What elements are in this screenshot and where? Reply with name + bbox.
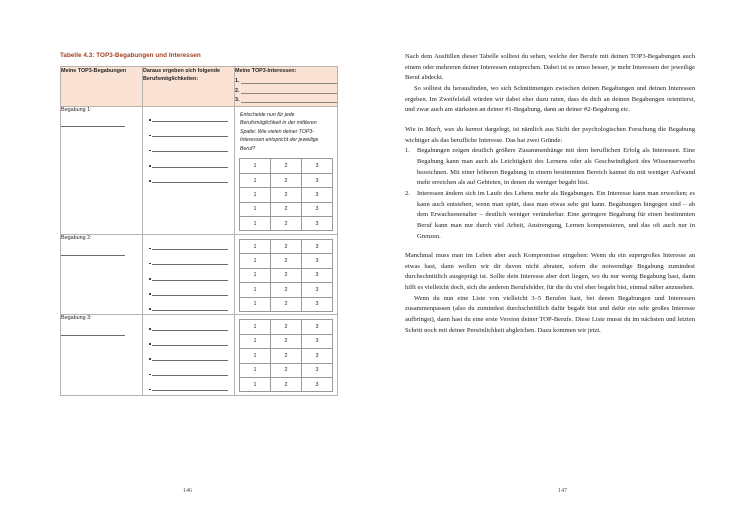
rating-row xyxy=(240,349,333,363)
bullet-dot-icon xyxy=(149,165,151,167)
list-item[interactable] xyxy=(143,331,234,346)
paragraph-1: Nach dem Ausfüllen dieser Tabelle solltest du sehen, welche der Berufe mit deinen TOP3-Begabungen auch einem oder mehreren deiner Interessen entsprechen. Dabei ist es umso besser, je mehr Interessen der jeweilige Beruf abdeckt. xyxy=(405,53,695,82)
rating-option-2[interactable]: 2 xyxy=(271,283,302,297)
list-marker-1: 1. xyxy=(405,147,410,155)
rating-option-3[interactable]: 3 xyxy=(302,254,333,268)
bullet-dot-icon xyxy=(149,263,151,265)
rating-row xyxy=(240,283,333,297)
rating-row xyxy=(240,268,333,282)
career-cell-2[interactable] xyxy=(143,234,235,314)
rating-option-3[interactable]: 3 xyxy=(302,239,333,253)
rating-row xyxy=(240,334,333,348)
rating-option-2[interactable]: 2 xyxy=(271,268,302,282)
interest-writing-line-1[interactable] xyxy=(241,77,338,84)
rating-option-3[interactable]: 3 xyxy=(302,283,333,297)
rating-option-1[interactable]: 1 xyxy=(240,254,271,268)
header-label-interests: Meine TOP3-Interessen: xyxy=(235,68,297,74)
list-item[interactable] xyxy=(143,235,234,250)
rating-option-1[interactable]: 1 xyxy=(240,363,271,377)
rating-option-3[interactable]: 3 xyxy=(302,297,333,311)
talent-label-1: Begabung 1: xyxy=(61,106,92,113)
rating-row xyxy=(240,320,333,334)
list-item[interactable] xyxy=(143,296,234,311)
talent-writing-line-1[interactable] xyxy=(61,125,125,127)
rating-option-3[interactable]: 3 xyxy=(302,334,333,348)
bullet-dot-icon xyxy=(149,278,151,280)
body-text-column xyxy=(405,52,695,336)
career-bullet-list-1 xyxy=(143,107,234,183)
rating-row xyxy=(240,217,333,231)
career-cell-1[interactable] xyxy=(143,106,235,234)
table-row xyxy=(61,234,338,314)
rating-row xyxy=(240,173,333,187)
list-item[interactable] xyxy=(143,137,234,152)
reasons-list xyxy=(405,146,695,242)
rating-option-1[interactable]: 1 xyxy=(240,283,271,297)
interests-fill-in-list xyxy=(235,77,337,103)
list-item[interactable] xyxy=(143,315,234,330)
table-row xyxy=(61,106,338,234)
rating-option-2[interactable]: 2 xyxy=(271,349,302,363)
talent-writing-line-3[interactable] xyxy=(61,334,125,336)
rating-row xyxy=(240,363,333,377)
rating-option-3[interactable]: 3 xyxy=(302,173,333,187)
bullet-dot-icon xyxy=(149,328,151,330)
rating-row xyxy=(240,188,333,202)
rating-option-1[interactable]: 1 xyxy=(240,320,271,334)
rating-option-1[interactable]: 1 xyxy=(240,239,271,253)
rating-option-3[interactable]: 3 xyxy=(302,349,333,363)
header-label-careers: Daraus ergeben sich folgende Berufsmöglichkeiten: xyxy=(143,68,220,83)
paragraph-3-intro xyxy=(405,125,695,146)
rating-option-3[interactable]: 3 xyxy=(302,217,333,231)
bullet-dot-icon xyxy=(149,308,151,310)
talent-cell-3[interactable] xyxy=(61,315,143,395)
list-item[interactable] xyxy=(143,107,234,122)
rating-option-2[interactable]: 2 xyxy=(271,188,302,202)
interest-writing-line-2[interactable] xyxy=(241,87,338,94)
header-cell-careers xyxy=(143,67,235,107)
rating-option-1[interactable]: 1 xyxy=(240,188,271,202)
page-number-right: 147 xyxy=(557,487,568,494)
paragraph-5: Wenn du nun eine Liste von vielleicht 3–5 Berufen hast, bei denen Begabungen und Interessen zusammenpassen (also du zumindest durchschnittlich dafür begabt bist und dafür ein sehr großes Interesse aufbringst), dann hast du eine erste Version deiner TOP-Berufe. Diese Liste musst du im nächsten und letzten Schritt noch mit deiner Persönlichkeit abgleichen. Dazu kommen wir jetzt. xyxy=(405,294,695,334)
talent-writing-line-2[interactable] xyxy=(61,254,125,256)
rating-option-3[interactable]: 3 xyxy=(302,268,333,282)
rating-grid-3 xyxy=(239,319,333,392)
rating-option-1[interactable]: 1 xyxy=(240,297,271,311)
interest-entry-3[interactable] xyxy=(235,96,337,103)
header-cell-interests xyxy=(235,67,338,107)
rating-option-1[interactable]: 1 xyxy=(240,268,271,282)
rating-option-1[interactable]: 1 xyxy=(240,349,271,363)
interest-number-2: 2. xyxy=(235,87,240,94)
rating-option-2[interactable]: 2 xyxy=(271,320,302,334)
list-item[interactable] xyxy=(143,152,234,167)
talent-label-3: Begabung 3: xyxy=(61,315,92,322)
table-caption: Tabelle 4.3: TOP3-Begabungen und Interessen xyxy=(60,52,201,59)
header-label-talents: Meine TOP3-Begabungen xyxy=(61,68,127,74)
rating-cell-1 xyxy=(235,106,338,234)
rating-option-3[interactable]: 3 xyxy=(302,363,333,377)
rating-grid-wrapper-2 xyxy=(235,235,337,314)
rating-option-1[interactable]: 1 xyxy=(240,202,271,216)
rating-option-1[interactable]: 1 xyxy=(240,159,271,173)
bullet-dot-icon xyxy=(149,135,151,137)
rating-grid-wrapper-1 xyxy=(235,157,337,234)
interest-writing-line-3[interactable] xyxy=(241,96,338,103)
interest-entry-2[interactable] xyxy=(235,87,337,94)
instruction-note: Entscheide nun für jede Berufsmöglichkeit in der mittleren Spalte: Wie vielen deiner TOP3-Interessen entspricht der jeweilige Beruf? xyxy=(240,111,319,152)
list-text-2: Interessen ändern sich im Laufe des Lebens mehr als Begabungen. Ein Interesse kann man erwecken; es kann auch entstehen, wenn man spürt, dass man etwas sehr gut kann. Begabungen hingegen sind – ab dem Erwachsenenalter – deutlich weniger veränderbar. Eine geringere Begabung für einen bestimmten Beruf kann man nur durch viel Arbeit, Anstrengung, Lernen kompensieren, und das oft auch nur in Grenzen. xyxy=(417,189,695,240)
paragraph-2: So solltest du herausfinden, wo sich Schnittmengen zwischen deinen Begabungen und deinen Interessen ergeben. Im Zweifelsfall würden wir dabei eher dazu raten, dass du dich an deinen Begabungen orientierst, und zwar auch am stärksten an deiner #1-Begabung, dann an deiner #2-Begabung etc. xyxy=(405,84,695,114)
list-item[interactable] xyxy=(143,265,234,280)
rating-row xyxy=(240,239,333,253)
bullet-dot-icon xyxy=(149,343,151,345)
list-item[interactable] xyxy=(143,376,234,391)
rating-grid-wrapper-3 xyxy=(235,315,337,394)
rating-option-1[interactable]: 1 xyxy=(240,377,271,391)
list-item[interactable] xyxy=(143,361,234,376)
rating-option-3[interactable]: 3 xyxy=(302,202,333,216)
paragraph-4: Manchmal muss man im Leben aber auch Kompromisse eingehen: Wenn du ein supergroßes Interesse an etwas hast, dann wollen wir dir davon nicht abraten, sofern die notwendige Begabung zumindest durchschnittlich ausgeprägt ist. Sollte dein Interesse aber dort liegen, wo du nur wenig Begabung hast, dann hilft es vielleicht doch, sich die anderen Berufsfelder, für die du viel eher begabt bist, einmal näher anzusehen. xyxy=(405,252,695,292)
page-number-left: 146 xyxy=(182,487,193,494)
list-marker-2: 2. xyxy=(405,189,410,197)
book-title-italic: Mach, was du kannst xyxy=(425,125,483,133)
rating-grid-1 xyxy=(239,158,333,231)
rating-option-2[interactable]: 2 xyxy=(271,377,302,391)
list-item xyxy=(405,189,695,242)
table-row xyxy=(61,315,338,395)
career-writing-line[interactable] xyxy=(152,389,228,391)
rating-option-3[interactable]: 3 xyxy=(302,159,333,173)
career-cell-3[interactable] xyxy=(143,315,235,395)
rating-row xyxy=(240,159,333,173)
list-item[interactable] xyxy=(143,346,234,361)
rating-cell-2 xyxy=(235,234,338,314)
bullet-dot-icon xyxy=(149,374,151,376)
rating-row xyxy=(240,254,333,268)
rating-option-1[interactable]: 1 xyxy=(240,173,271,187)
bullet-dot-icon xyxy=(149,248,151,250)
rating-option-2[interactable]: 2 xyxy=(271,202,302,216)
rating-option-2[interactable]: 2 xyxy=(271,254,302,268)
list-item[interactable] xyxy=(143,281,234,296)
rating-option-2[interactable]: 2 xyxy=(271,173,302,187)
paragraph-3-rest: dargelegt, ist nämlich aus Sicht der psychologischen Forschung die Begabung wichtiger als das berufliche Interesse. Das hat zwei Gründe: xyxy=(405,125,696,144)
bullet-dot-icon xyxy=(149,358,151,360)
bullet-dot-icon xyxy=(149,389,151,391)
rating-row xyxy=(240,202,333,216)
rating-cell-3 xyxy=(235,315,338,395)
talent-cell-2[interactable] xyxy=(61,234,143,314)
rating-option-2[interactable]: 2 xyxy=(271,217,302,231)
rating-option-3[interactable]: 3 xyxy=(302,188,333,202)
rating-option-1[interactable]: 1 xyxy=(240,217,271,231)
rating-grid-2 xyxy=(239,239,333,312)
list-item xyxy=(405,146,695,189)
rating-option-1[interactable]: 1 xyxy=(240,334,271,348)
paragraph-3-lead: Wie in xyxy=(405,125,426,133)
interest-number-3: 3. xyxy=(235,97,240,104)
talent-label-2: Begabung 2: xyxy=(61,234,92,241)
rating-option-2[interactable]: 2 xyxy=(271,363,302,377)
bullet-dot-icon xyxy=(149,293,151,295)
career-writing-line[interactable] xyxy=(152,309,228,311)
interest-number-1: 1. xyxy=(235,78,240,85)
list-text-1: Begabungen zeigen deutlich größere Zusammenhänge mit dem beruflichen Erfolg als Interessen. Eine Begabung kann man auch als Leichtigkeit des Lernens oder als Geschwindigkeit des Wissenserwerbs bezeichnen. Mit einer höheren Begabung in einem bestimmten Bereich kannst du mit weniger Aufwand mehr erreichen als auf Gebieten, in denen du weniger begabt bist. xyxy=(417,147,695,187)
bullet-dot-icon xyxy=(149,119,151,121)
career-bullet-list-2 xyxy=(143,235,234,311)
table-header-row xyxy=(61,67,338,107)
rating-option-3[interactable]: 3 xyxy=(302,377,333,391)
career-writing-line[interactable] xyxy=(152,181,228,183)
rating-option-3[interactable]: 3 xyxy=(302,320,333,334)
list-item[interactable] xyxy=(143,168,234,183)
right-page xyxy=(375,0,750,529)
bullet-dot-icon xyxy=(149,150,151,152)
rating-row xyxy=(240,297,333,311)
rating-row xyxy=(240,377,333,391)
rating-option-2[interactable]: 2 xyxy=(271,239,302,253)
worksheet-table xyxy=(60,66,338,396)
list-item[interactable] xyxy=(143,250,234,265)
list-item[interactable] xyxy=(143,122,234,137)
career-bullet-list-3 xyxy=(143,315,234,391)
header-cell-talents xyxy=(61,67,143,107)
rating-option-2[interactable]: 2 xyxy=(271,159,302,173)
talent-cell-1[interactable] xyxy=(61,106,143,234)
bullet-dot-icon xyxy=(149,180,151,182)
rating-option-2[interactable]: 2 xyxy=(271,297,302,311)
rating-option-2[interactable]: 2 xyxy=(271,334,302,348)
interest-entry-1[interactable] xyxy=(235,77,337,84)
